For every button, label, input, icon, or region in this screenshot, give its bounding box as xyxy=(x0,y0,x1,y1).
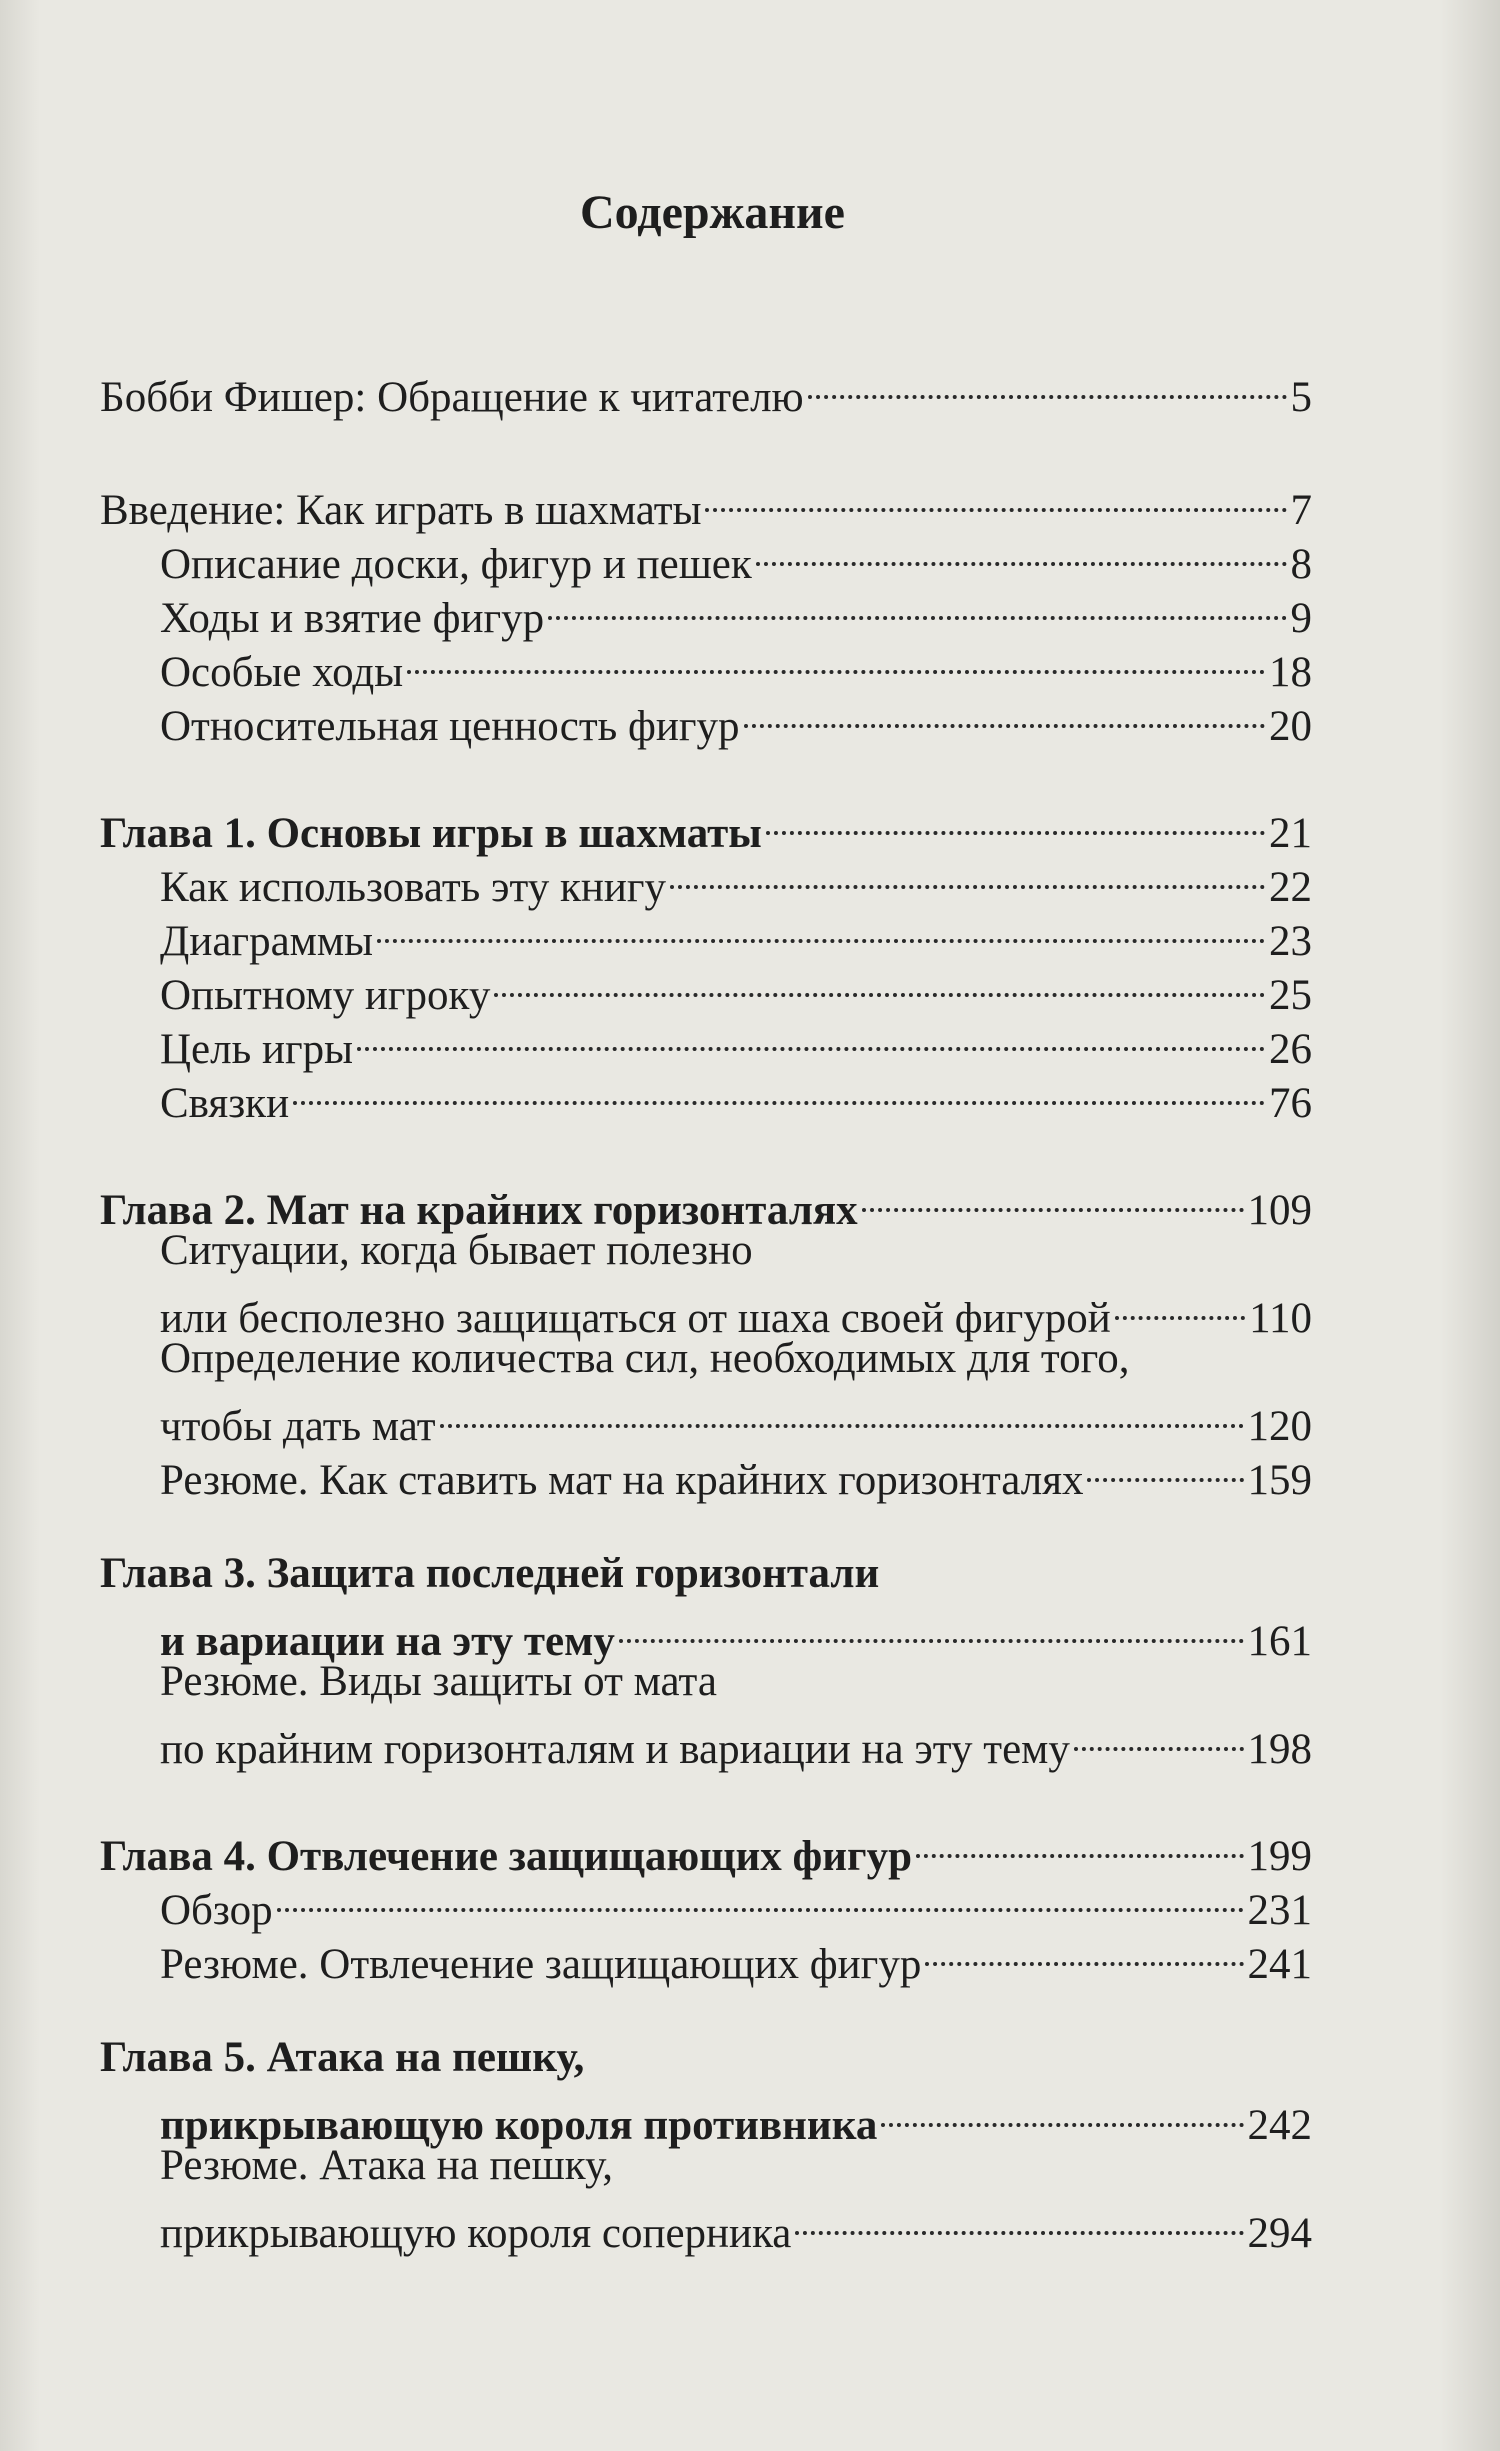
toc-subentry xyxy=(100,1386,1312,1450)
dot-leader xyxy=(1087,1440,1243,1494)
toc-page-number: 120 xyxy=(1247,1403,1312,1450)
dot-leader xyxy=(881,2085,1243,2139)
toc-subentry xyxy=(100,1009,1312,1073)
toc-subentry xyxy=(100,1440,1312,1504)
toc-page-number: 199 xyxy=(1247,1833,1312,1880)
toc-entry-title: прикрывающую короля соперника xyxy=(160,2210,792,2257)
toc-page-number: 5 xyxy=(1290,374,1312,421)
toc-entry-title: и вариации на эту тему xyxy=(160,1618,615,1665)
toc-chapter-line xyxy=(100,2031,1312,2085)
toc-page-number: 198 xyxy=(1247,1726,1312,1773)
toc-entry-title: Опытному игроку xyxy=(160,972,491,1019)
toc-subentry xyxy=(100,1709,1312,1773)
toc-entry-title: Связки xyxy=(160,1080,290,1127)
toc-subentry xyxy=(100,1870,1312,1934)
toc-entry-title: Глава 4. Отвлечение защищающих фигур xyxy=(100,1833,913,1880)
toc-entry-title: чтобы дать мат xyxy=(160,1403,436,1450)
toc-subentry-line xyxy=(100,2139,1312,2193)
toc-chapter xyxy=(100,1601,1312,1665)
dot-leader xyxy=(705,470,1286,524)
toc-subentry xyxy=(100,1063,1312,1127)
toc-entry xyxy=(100,357,1312,421)
dot-leader xyxy=(670,847,1265,901)
toc-page-number: 241 xyxy=(1247,1941,1312,1988)
toc-subentry xyxy=(100,686,1312,750)
dot-leader xyxy=(756,524,1287,578)
toc-subentry xyxy=(100,632,1312,696)
toc-subentry xyxy=(100,1278,1312,1342)
toc-entry-title: Диаграммы xyxy=(160,918,373,965)
toc-entry-title: Введение: Как играть в шахматы xyxy=(100,487,702,534)
toc-page-number: 161 xyxy=(1247,1618,1312,1665)
toc-entry-title: Резюме. Отвлечение защищающих фигур xyxy=(160,1941,922,1988)
dot-leader xyxy=(744,686,1265,740)
toc-entry-title: Резюме. Как ставить мат на крайних горизонталях xyxy=(160,1457,1084,1504)
toc-page-number: 231 xyxy=(1247,1887,1312,1934)
toc-entry-title: Резюме. Атака на пешку, xyxy=(160,2142,613,2189)
dot-leader xyxy=(766,793,1265,847)
toc-subentry xyxy=(100,901,1312,965)
page-edge-shadow-left xyxy=(0,0,40,2451)
toc-entry-title: Ходы и взятие фигур xyxy=(160,595,545,642)
toc-entry-title: Определение количества сил, необходимых для того, xyxy=(160,1335,1130,1382)
toc-entry-title: Резюме. Виды защиты от мата xyxy=(160,1658,717,1705)
toc-chapter xyxy=(100,2085,1312,2149)
dot-leader xyxy=(925,1924,1243,1978)
toc-entry-title: Особые ходы xyxy=(160,649,404,696)
dot-leader xyxy=(808,357,1287,411)
toc-subentry xyxy=(100,1924,1312,1988)
toc-subentry xyxy=(100,2193,1312,2257)
toc-subentry-line xyxy=(100,1655,1312,1709)
toc-entry-title: Ситуации, когда бывает полезно xyxy=(160,1227,753,1274)
dot-leader xyxy=(440,1386,1244,1440)
dot-leader xyxy=(1115,1278,1245,1332)
toc-entry-title: Относительная ценность фигур xyxy=(160,703,740,750)
toc-chapter xyxy=(100,1816,1312,1880)
toc-page-number: 8 xyxy=(1290,541,1312,588)
toc-subentry-line xyxy=(100,1224,1312,1278)
toc-page-number: 21 xyxy=(1269,810,1312,857)
toc-entry-title: прикрывающую короля противника xyxy=(160,2102,878,2149)
toc-page-number: 242 xyxy=(1247,2102,1312,2149)
page-edge-shadow-right xyxy=(1440,0,1500,2451)
toc-subentry xyxy=(100,578,1312,642)
dot-leader xyxy=(862,1170,1244,1224)
toc-chapter xyxy=(100,793,1312,857)
dot-leader xyxy=(795,2193,1243,2247)
dot-leader xyxy=(277,1870,1244,1924)
toc-entry-title: Глава 2. Мат на крайних горизонталях xyxy=(100,1187,858,1234)
dot-leader xyxy=(494,955,1265,1009)
page-title: Содержание xyxy=(580,186,845,239)
toc-entry-title: Описание доски, фигур и пешек xyxy=(160,541,752,588)
toc-subentry xyxy=(100,524,1312,588)
toc-entry-title: Обзор xyxy=(160,1887,273,1934)
toc-page-number: 294 xyxy=(1247,2210,1312,2257)
toc-page-number: 22 xyxy=(1269,864,1312,911)
toc-subentry xyxy=(100,847,1312,911)
toc-page-number: 7 xyxy=(1290,487,1312,534)
dot-leader xyxy=(548,578,1286,632)
toc-page-number: 9 xyxy=(1290,595,1312,642)
toc-entry-title: Цель игры xyxy=(160,1026,353,1073)
toc-entry-title: по крайним горизонталям и вариации на эту тему xyxy=(160,1726,1070,1773)
dot-leader xyxy=(293,1063,1265,1117)
toc-entry-title: Как использовать эту книгу xyxy=(160,864,667,911)
dot-leader xyxy=(377,901,1265,955)
toc-subentry xyxy=(100,955,1312,1019)
toc-page-number: 109 xyxy=(1247,1187,1312,1234)
toc-chapter-line xyxy=(100,1547,1312,1601)
toc-entry-title: Глава 5. Атака на пешку, xyxy=(100,2034,585,2081)
toc-entry-title: Глава 1. Основы игры в шахматы xyxy=(100,810,762,857)
toc-page-number: 26 xyxy=(1269,1026,1312,1073)
dot-leader xyxy=(916,1816,1243,1870)
toc-page-number: 18 xyxy=(1269,649,1312,696)
toc-page-number: 76 xyxy=(1269,1080,1312,1127)
toc-page-number: 23 xyxy=(1269,918,1312,965)
dot-leader xyxy=(1074,1709,1244,1763)
toc-entry-title: Бобби Фишер: Обращение к читателю xyxy=(100,374,804,421)
toc-entry-title: или бесполезно защищаться от шаха своей фигурой xyxy=(160,1295,1111,1342)
dot-leader xyxy=(619,1601,1244,1655)
dot-leader xyxy=(407,632,1265,686)
toc-chapter xyxy=(100,1170,1312,1234)
toc-entry-title: Глава 3. Защита последней горизонтали xyxy=(100,1550,880,1597)
dot-leader xyxy=(357,1009,1265,1063)
toc-page-number: 25 xyxy=(1269,972,1312,1019)
toc-page-number: 20 xyxy=(1269,703,1312,750)
toc-page-number: 159 xyxy=(1247,1457,1312,1504)
toc-page-number: 110 xyxy=(1249,1295,1312,1342)
toc-subentry-line xyxy=(100,1332,1312,1386)
toc-entry xyxy=(100,470,1312,534)
